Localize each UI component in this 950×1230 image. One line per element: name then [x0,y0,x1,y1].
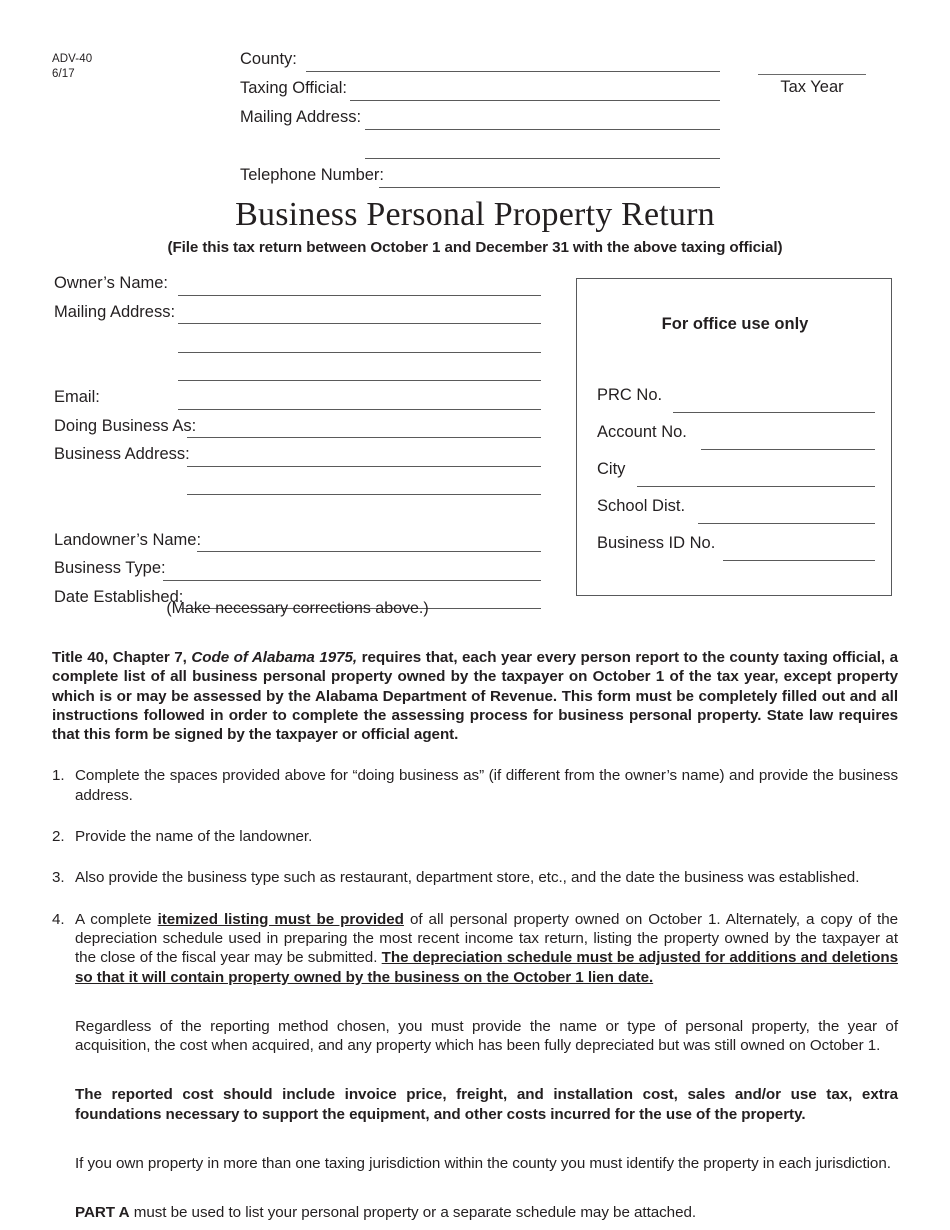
statute-paragraph [52,648,898,744]
owner-block-spacer [54,500,541,529]
taxing-official-header-block [240,48,720,193]
form-revision-date: 6/17 [52,67,75,80]
part-a-label: PART A [75,1204,130,1222]
input-mailing-address-line3[interactable] [178,380,541,381]
corrections-note: (Make necessary corrections above.) [166,600,429,617]
office-use-only-title: For office use only [661,315,809,333]
instruction-text-4-part2: of all personal property owned on October 1. Alternately, a copy of the depreciation schedule used in preparing the most recent income tax return, listing the property owned by the taxpayer at the close of the fiscal year may be submitted. [75,910,898,967]
input-email[interactable] [178,409,541,410]
part-a-text: must be used to list your personal property or a separate schedule may be attached. [129,1204,697,1222]
instruction-number-4: 4. [52,910,65,928]
input-owner-name[interactable] [178,295,541,296]
input-city[interactable] [637,486,875,487]
input-business-id-no[interactable] [723,560,875,561]
label-business-address: Business Address: [54,445,190,463]
office-use-only-box [576,278,892,596]
header-field-mailing-address-line2 [240,135,720,164]
label-prc-no: PRC No. [597,386,663,404]
label-school-dist: School Dist. [597,497,686,515]
page-subtitle: (File this tax return between October 1 and December 31 with the above taxing official) [167,239,783,256]
paragraph-reported-cost: The reported cost should include invoice price, freight, and installation cost, sales and/or use tax, extra foundations necessary to support the equipment, and other costs incurred for the use of the property. [75,1086,898,1123]
instruction-text-2: Provide the name of the landowner. [75,828,313,846]
label-business-id-no: Business ID No. [597,534,716,552]
paragraph-part-a [75,1203,898,1222]
instruction-text-4-emphasis1: itemized listing must be provided [157,910,404,928]
field-business-id-no [597,532,875,569]
form-code [52,52,92,81]
input-business-address-line2[interactable] [187,494,541,495]
statute-rest: requires that, each year every person report to the county taxing official, a complete list of all business personal property owned by the taxpayer on October 1 of the tax year, except property which is or may be assessed by the Alabama Department of Revenue. This form must be completely filled out and all instructions followed in order to complete the assessing process for business personal property. State law requires that this form be signed by the taxpayer or official agent. [52,649,898,744]
statute-lead: Title 40, Chapter 7, [52,649,192,666]
header-input-taxing-official[interactable] [350,100,720,101]
header-label-county: County: [240,50,297,68]
instruction-item-4 [52,910,898,987]
instruction-item-2 [52,827,898,846]
header-input-county[interactable] [306,71,720,72]
page-title: Business Personal Property Return [235,196,715,233]
tax-year-input[interactable] [758,56,866,75]
field-account-no [597,421,875,458]
label-email: Email: [54,388,100,406]
office-use-only-fields [597,384,875,569]
field-business-address [54,443,541,472]
header-field-telephone [240,164,720,193]
header-input-mailing-address-line2[interactable] [365,158,720,159]
input-prc-no[interactable] [673,412,875,413]
owner-information-block [54,272,541,614]
instruction-list [52,766,898,986]
field-doing-business-as [54,415,541,444]
field-city [597,458,875,495]
field-business-type [54,557,541,586]
label-owner-name: Owner’s Name: [54,274,169,292]
input-mailing-address-line2[interactable] [178,352,541,353]
input-business-type[interactable] [163,580,541,581]
field-school-dist [597,495,875,532]
instruction-text-4-emphasis2: The depreciation schedule must be adjusted for additions and deletions so that it will contain property owned by the business on the October 1 lien date. [75,949,898,986]
field-prc-no [597,384,875,421]
instruction-text-4-part1: A complete [75,910,158,928]
input-business-address[interactable] [187,466,541,467]
header-field-mailing-address [240,106,720,135]
instruction-text-3: Also provide the business type such as restaurant, department store, etc., and the date the business was established. [75,869,860,887]
field-email [54,386,541,415]
field-mailing-address [54,301,541,330]
tax-year-label: Tax Year [780,78,844,96]
tax-year-field [758,56,866,97]
header-field-taxing-official [240,77,720,106]
label-landowner-name: Landowner’s Name: [54,530,202,549]
field-business-address-line2 [54,472,541,501]
paragraph-regardless-method: Regardless of the reporting method chosen, you must provide the name or type of personal property, the year of acquisition, the cost when acquired, and any property which has been fully depreciated but was still owned on October 1. [75,1017,898,1055]
input-doing-business-as[interactable] [187,437,541,438]
label-business-type: Business Type: [54,559,166,577]
label-city: City [597,460,626,478]
label-date-established: Date Established: [54,587,184,606]
instruction-number-1: 1. [52,767,65,785]
instruction-text-1: Complete the spaces provided above for “doing business as” (if different from the owner’s name) and provide the business address. [75,767,898,804]
instruction-item-3 [52,868,898,887]
input-account-no[interactable] [701,449,875,450]
field-owner-name [54,272,541,301]
field-landowner-name [54,529,541,558]
field-mailing-address-line3 [54,358,541,387]
header-label-telephone: Telephone Number: [240,166,385,184]
label-mailing-address: Mailing Address: [54,302,176,321]
input-mailing-address[interactable] [178,323,541,324]
form-number: ADV-40 [52,53,93,65]
header-label-mailing-address: Mailing Address: [240,108,362,126]
instruction-number-2: 2. [52,828,65,846]
label-account-no: Account No. [597,423,687,441]
header-field-county [240,48,720,77]
instruction-number-3: 3. [52,869,65,887]
header-input-mailing-address[interactable] [365,129,720,130]
field-mailing-address-line2 [54,329,541,358]
header-label-taxing-official: Taxing Official: [240,79,347,97]
input-landowner-name[interactable] [197,551,541,552]
instruction-item-1 [52,766,898,805]
header-input-telephone[interactable] [379,187,720,188]
statute-citation: Code of Alabama 1975, [191,649,358,666]
input-school-dist[interactable] [698,523,875,524]
paragraph-jurisdiction: If you own property in more than one taxing jurisdiction within the county you must identify the property in each jurisdiction. [75,1155,891,1173]
label-doing-business-as: Doing Business As: [54,416,197,435]
instructions-body [52,648,898,1223]
